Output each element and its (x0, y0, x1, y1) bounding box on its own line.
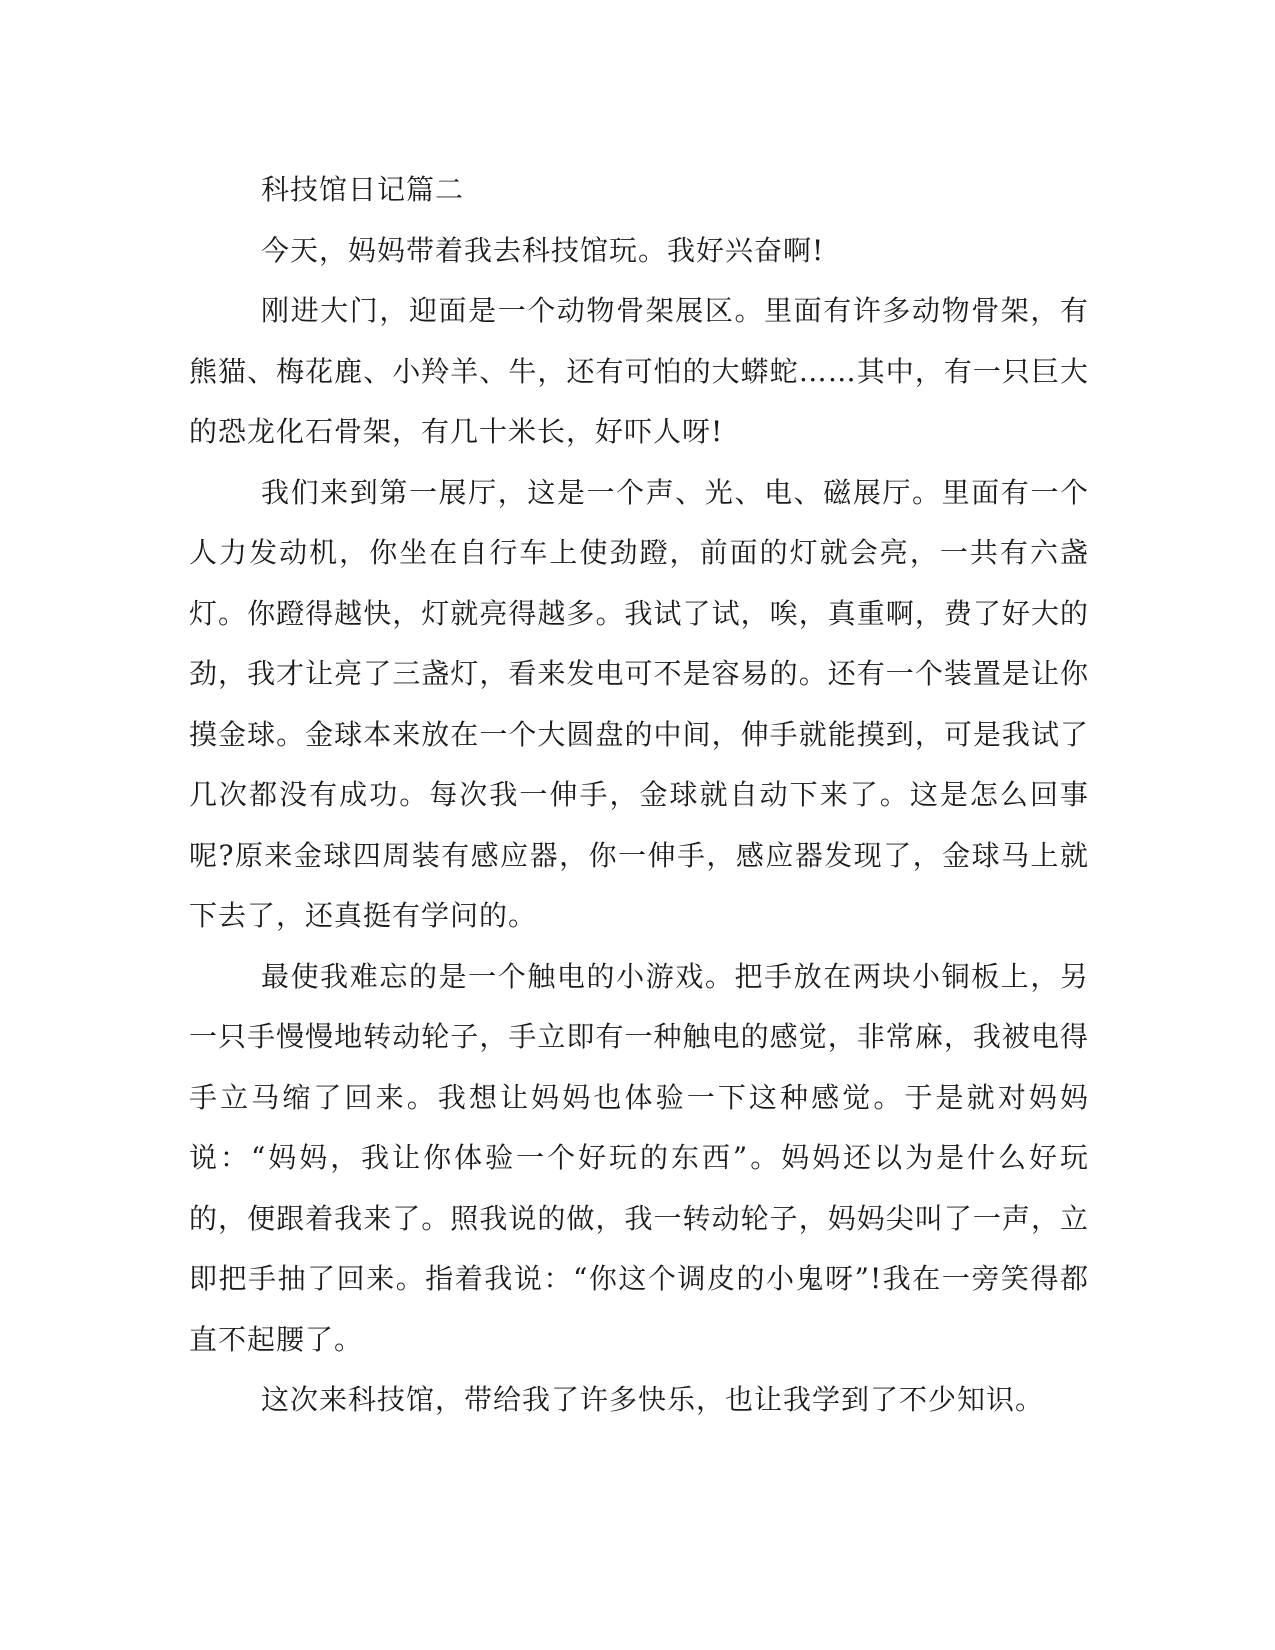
paragraph-skeleton-area: 刚进大门，迎面是一个动物骨架展区。里面有许多动物骨架，有熊猫、梅花鹿、小羚羊、牛，还有可怕的大蟒蛇……其中，有一只巨大的恐龙化石骨架，有几十米长，好吓人呀! (189, 294, 1089, 448)
paragraph-intro: 今天，妈妈带着我去科技馆玩。我好兴奋啊! (261, 233, 825, 267)
paragraph-first-hall: 我们来到第一展厅，这是一个声、光、电、磁展厅。里面有一个人力发动机，你坐在自行车上使劲蹬，前面的灯就会亮，一共有六盏灯。你蹬得越快，灯就亮得越多。我试了试，唉，真重啊，费了好大的劲，我才让亮了三盏灯，看来发电可不是容易的。还有一个装置是让你摸金球。金球本来放在一个大圆盘的中间，伸手就能摸到，可是我试了几次都没有成功。每次我一伸手，金球就自动下来了。这是怎么回事呢?原来金球四周装有感应器，你一伸手，感应器发现了，金球马上就下去了，还真挺有学问的。 (189, 475, 1089, 932)
paragraph-electric-game: 最使我难忘的是一个触电的小游戏。把手放在两块小铜板上，另一只手慢慢地转动轮子，手立即有一种触电的感觉，非常麻，我被电得手立马缩了回来。我想让妈妈也体验一下这种感觉。于是就对妈妈说：“妈妈，我让你体验一个好玩的东西”。妈妈还以为是什么好玩的，便跟着我来了。照我说的做，我一转动轮子，妈妈尖叫了一声，立即把手抽了回来。指着我说：“你这个调皮的小鬼呀”!我在一旁笑得都直不起腰了。 (189, 959, 1089, 1356)
document-title: 科技馆日记篇二 (261, 173, 465, 206)
paragraph-conclusion: 这次来科技馆，带给我了许多快乐，也让我学到了不少知识。 (261, 1383, 1045, 1416)
document-body (189, 160, 1089, 1431)
